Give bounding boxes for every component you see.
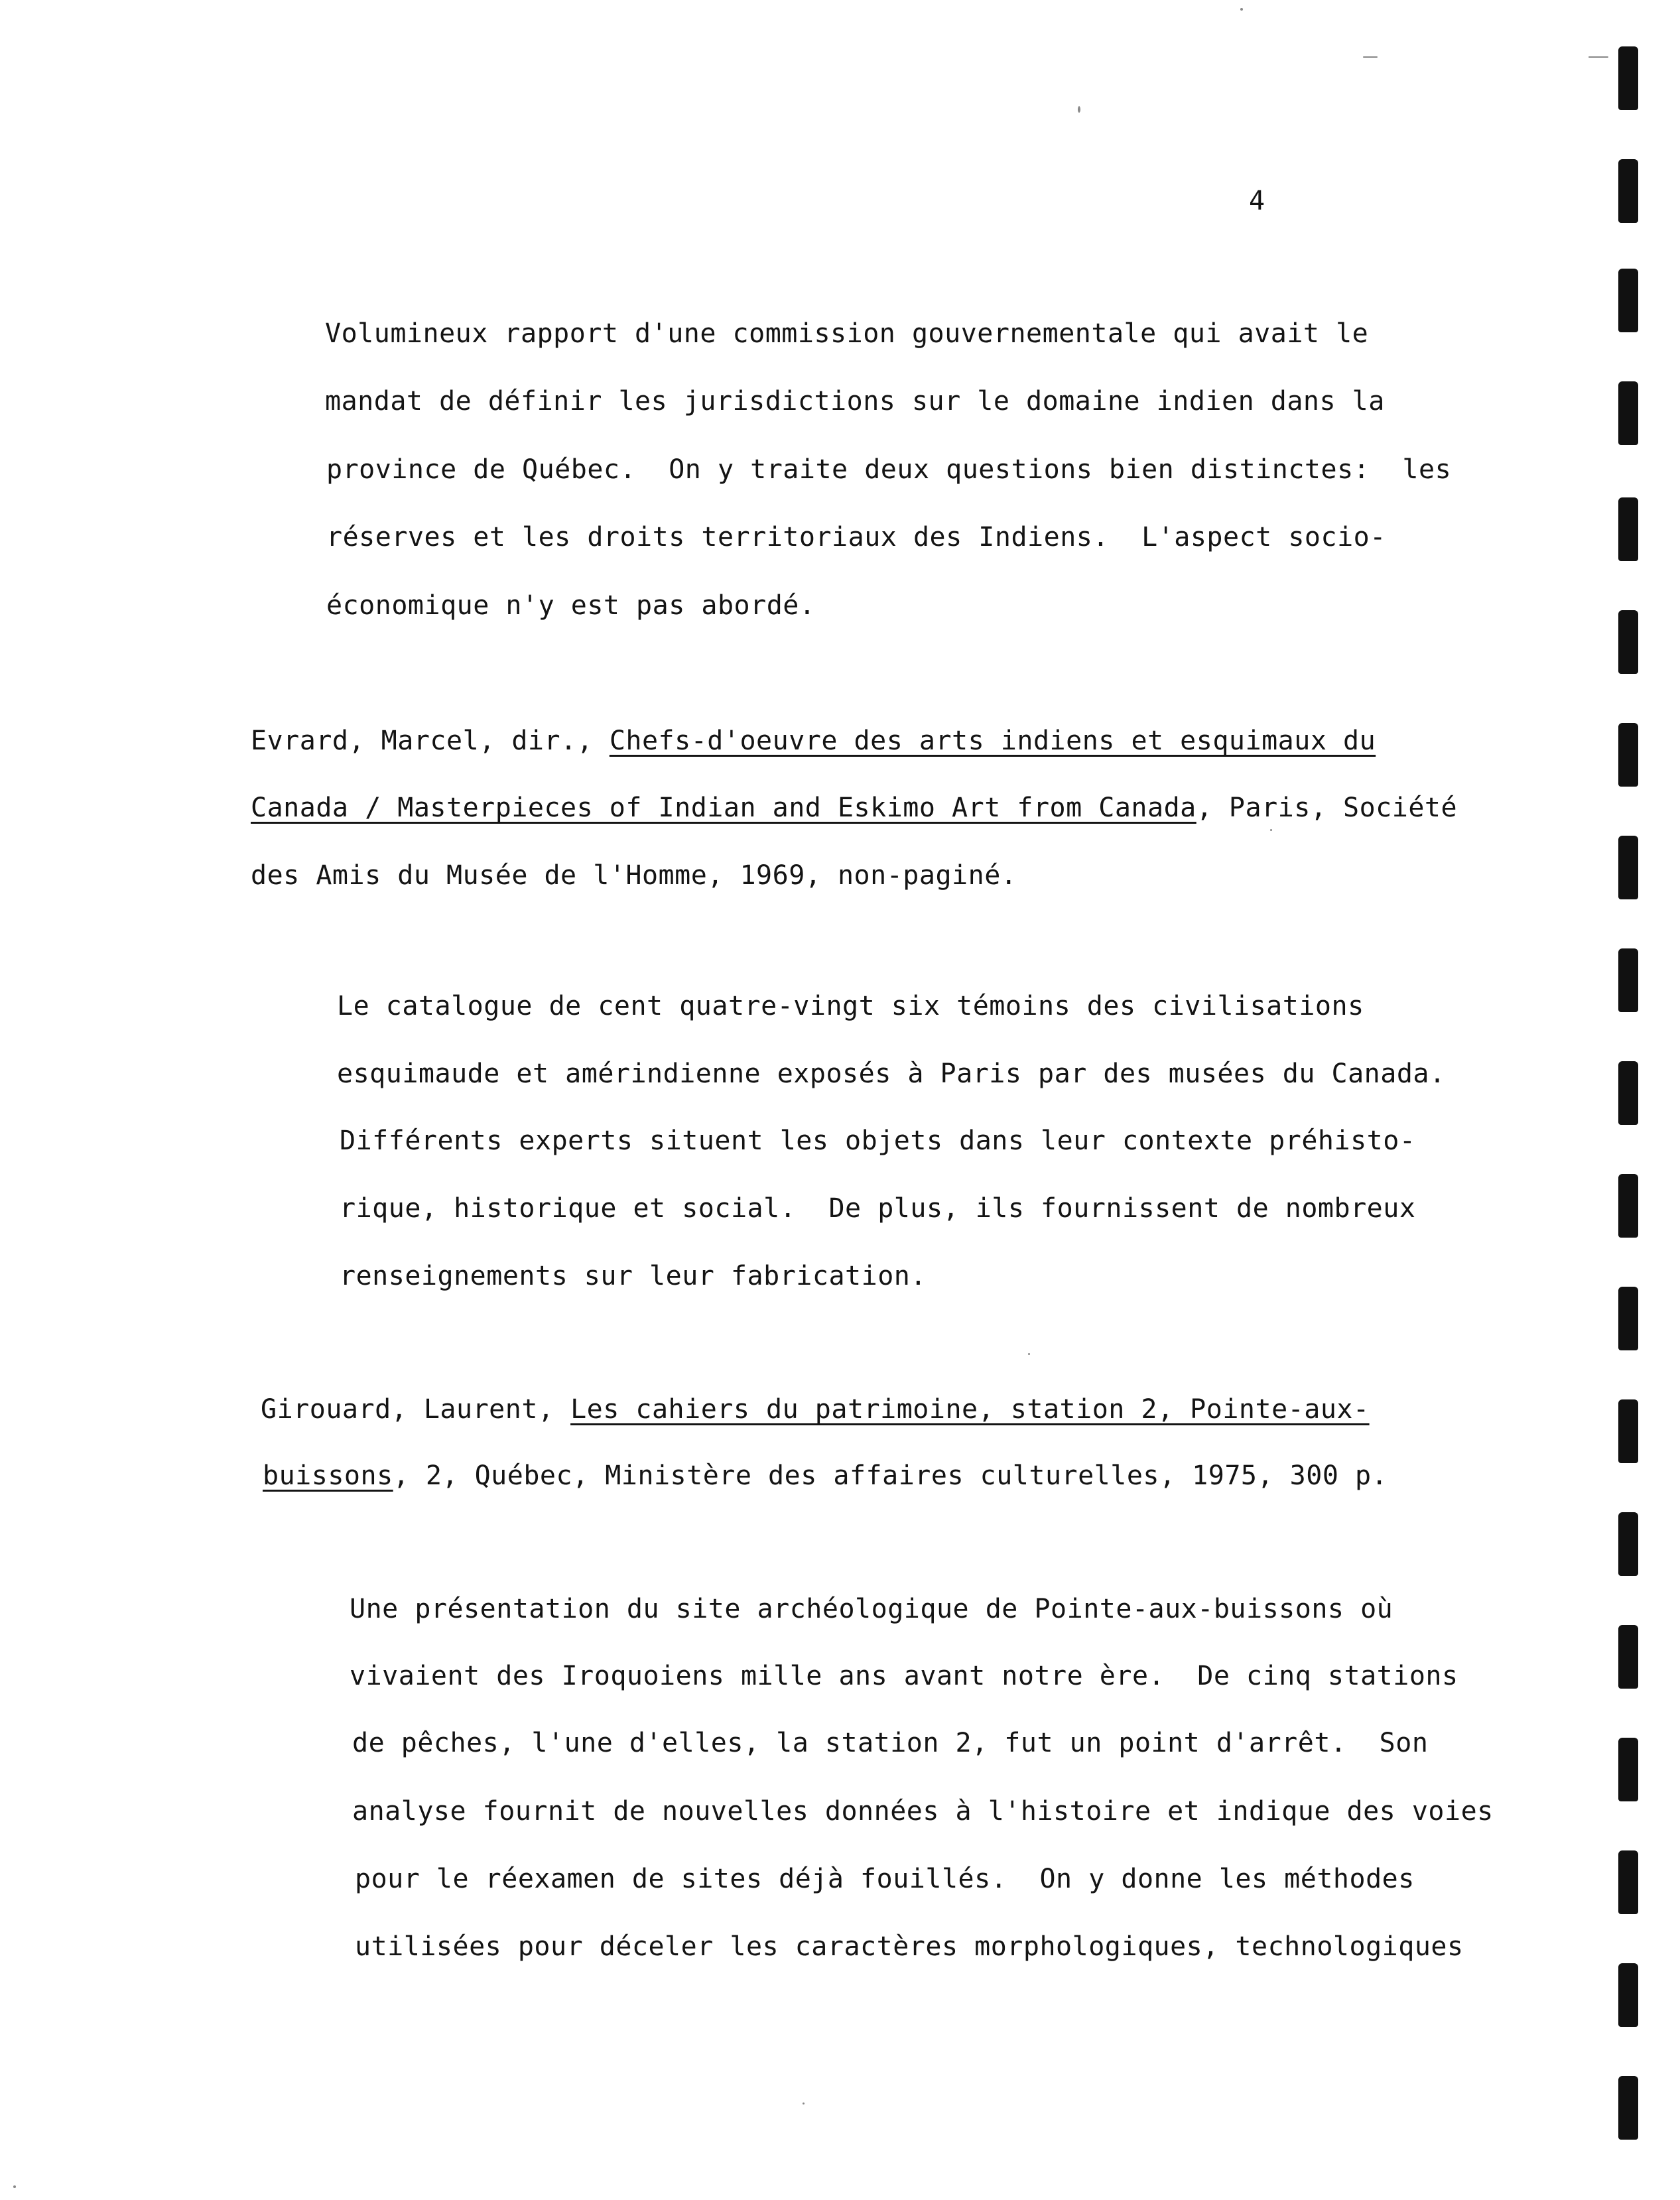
text-line: vivaient des Iroquoiens mille ans avant notre ère. De cinq stations [350,1661,1458,1691]
binding-mark [1618,1399,1638,1463]
scan-speck [1078,106,1080,113]
citation-line [251,791,1457,824]
scan-speck [803,2103,805,2104]
citation-line [263,1459,1388,1492]
text-line: rique, historique et social. De plus, ils fournissent de nombreux [340,1193,1416,1224]
text-line: de pêches, l'une d'elles, la station 2, fut un point d'arrêt. Son [352,1728,1429,1758]
text-line: analyse fournit de nouvelles données à l'histoire et indique des voies [352,1796,1494,1827]
text-line: pour le réexamen de sites déjà fouillés. On y donne les méthodes [355,1864,1415,1894]
binding-mark [1618,46,1638,110]
binding-mark [1618,610,1638,674]
scan-speck [1240,8,1243,11]
citation-title: Canada / Masterpieces of Indian and Eskimo Art from Canada [251,793,1196,823]
citation-author: Girouard, Laurent, [261,1394,571,1425]
binding-mark [1618,381,1638,445]
binding-mark [1618,948,1638,1012]
binding-mark [1618,497,1638,561]
text-line: utilisées pour déceler les caractères morphologiques, technologiques [355,1931,1464,1962]
scan-speck [1588,56,1608,58]
text-line: Une présentation du site archéologique de Pointe-aux-buissons où [350,1594,1393,1624]
citation-title: Les cahiers du patrimoine, station 2, Pointe-aux- [570,1394,1370,1425]
citation-title: Chefs-d'oeuvre des arts indiens et esquimaux du [609,726,1376,756]
binding-mark [1618,836,1638,899]
scan-speck [1363,56,1378,58]
text-line: mandat de définir les jurisdictions sur le domaine indien dans la [325,386,1385,417]
text-line: province de Québec. On y traite deux questions bien distinctes: les [326,454,1452,485]
citation-publisher: , 2, Québec, Ministère des affaires culturelles, 1975, 300 p. [393,1460,1388,1491]
text-line: réserves et les droits territoriaux des Indiens. L'aspect socio- [326,522,1386,552]
binding-mark [1618,1287,1638,1350]
citation-publisher: , Paris, Société [1196,793,1458,823]
binding-mark [1618,1738,1638,1801]
text-line: esquimaude et amérindienne exposés à Paris par des musées du Canada. [337,1059,1446,1089]
binding-mark [1618,1512,1638,1576]
citation-line [261,1393,1370,1426]
binding-mark [1618,723,1638,787]
binding-mark [1618,1850,1638,1914]
binding-mark [1618,1963,1638,2027]
binding-mark [1618,1061,1638,1125]
page-number: 4 [1249,186,1265,216]
scan-speck [13,2185,16,2188]
text-line: économique n'y est pas abordé. [326,590,816,621]
citation-author: Evrard, Marcel, dir., [251,726,610,756]
binding-mark [1618,1625,1638,1689]
binding-mark [1618,159,1638,223]
text-line: renseignements sur leur fabrication. [340,1261,927,1291]
citation-title: buissons [263,1460,393,1491]
text-line: Différents experts situent les objets dans leur contexte préhisto- [340,1126,1416,1156]
binding-marks [1618,40,1658,2182]
text-line: Le catalogue de cent quatre-vingt six témoins des civilisations [337,991,1364,1021]
scan-speck [1270,829,1272,831]
binding-mark [1618,1174,1638,1238]
citation-line [251,724,1376,757]
binding-mark [1618,2076,1638,2140]
text-line: Volumineux rapport d'une commission gouvernementale qui avait le [325,318,1369,349]
citation-line: des Amis du Musée de l'Homme, 1969, non-paginé. [251,860,1017,891]
scan-speck [1028,1353,1030,1355]
binding-mark [1618,269,1638,332]
